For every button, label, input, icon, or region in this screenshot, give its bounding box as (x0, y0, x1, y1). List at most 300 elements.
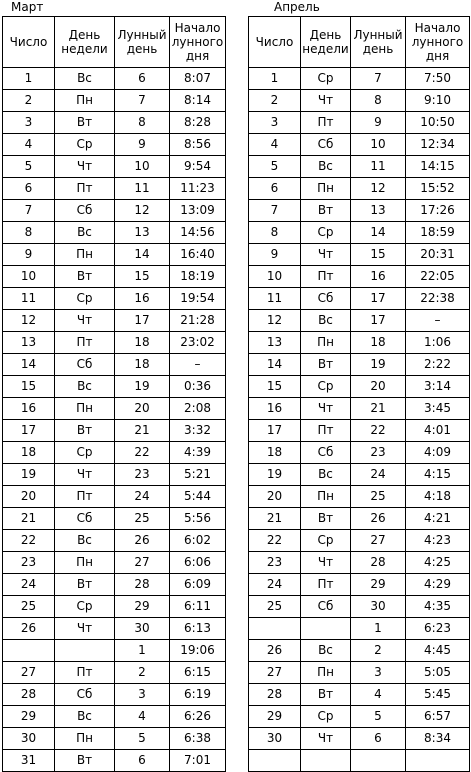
cell-lunar-day: 17 (351, 310, 406, 332)
cell-date: 6 (249, 178, 301, 200)
cell-date: 3 (249, 112, 301, 134)
cell-weekday: Пт (301, 420, 351, 442)
cell-date: 28 (249, 684, 301, 706)
cell-date: 11 (249, 288, 301, 310)
cell-lunar-day: 24 (351, 464, 406, 486)
table-row (249, 112, 470, 134)
cell-date: 19 (249, 464, 301, 486)
cell-date: 2 (3, 90, 55, 112)
cell-lunar-day: 20 (115, 398, 170, 420)
cell-date: 24 (249, 574, 301, 596)
cell-lunar-day: 12 (115, 200, 170, 222)
cell-lunar-day: 21 (115, 420, 170, 442)
cell-date: 17 (3, 420, 55, 442)
cell-date: 9 (249, 244, 301, 266)
cell-lunar-day-start: 2:22 (406, 354, 470, 376)
cell-lunar-day: 11 (351, 156, 406, 178)
table-row (249, 178, 470, 200)
table-row (3, 156, 226, 178)
cell-date: 21 (3, 508, 55, 530)
cell-lunar-day-start: 8:07 (170, 68, 226, 90)
cell-lunar-day-start: – (170, 354, 226, 376)
cell-weekday (55, 640, 115, 662)
cell-weekday: Ср (301, 222, 351, 244)
cell-weekday: Вс (55, 706, 115, 728)
cell-date: 8 (249, 222, 301, 244)
table-row (3, 530, 226, 552)
cell-lunar-day: 9 (115, 134, 170, 156)
table-row (3, 244, 226, 266)
table-row (249, 200, 470, 222)
table-row (3, 266, 226, 288)
cell-lunar-day-start: 7:01 (170, 750, 226, 772)
cell-lunar-day-start: 10:50 (406, 112, 470, 134)
cell-lunar-day-start: 21:28 (170, 310, 226, 332)
table-row (3, 90, 226, 112)
table-row (249, 266, 470, 288)
cell-weekday (301, 618, 351, 640)
cell-date: 29 (249, 706, 301, 728)
cell-date: 27 (3, 662, 55, 684)
cell-lunar-day: 6 (115, 750, 170, 772)
cell-date: 9 (3, 244, 55, 266)
cell-lunar-day-start: 4:25 (406, 552, 470, 574)
cell-lunar-day-start: 8:14 (170, 90, 226, 112)
cell-lunar-day-start: 4:15 (406, 464, 470, 486)
cell-lunar-day: 28 (115, 574, 170, 596)
cell-lunar-day (351, 750, 406, 772)
cell-lunar-day: 22 (351, 420, 406, 442)
cell-weekday: Сб (55, 508, 115, 530)
table-row (3, 200, 226, 222)
cell-date: 21 (249, 508, 301, 530)
cell-weekday: Чт (55, 310, 115, 332)
cell-date: 23 (3, 552, 55, 574)
cell-lunar-day-start: 14:56 (170, 222, 226, 244)
cell-lunar-day-start: 6:13 (170, 618, 226, 640)
table-row (3, 662, 226, 684)
table-row (3, 332, 226, 354)
cell-lunar-day: 26 (351, 508, 406, 530)
cell-date: 4 (249, 134, 301, 156)
cell-date: 10 (3, 266, 55, 288)
cell-lunar-day: 9 (351, 112, 406, 134)
cell-lunar-day: 24 (115, 486, 170, 508)
table-row (3, 376, 226, 398)
cell-lunar-day-start: 6:26 (170, 706, 226, 728)
april-table-body (249, 68, 470, 772)
cell-weekday: Пн (55, 244, 115, 266)
cell-weekday: Пн (301, 662, 351, 684)
cell-lunar-day: 5 (115, 728, 170, 750)
cell-weekday: Чт (301, 728, 351, 750)
march-title: Март (11, 0, 44, 14)
cell-weekday: Ср (301, 530, 351, 552)
table-row (249, 68, 470, 90)
cell-lunar-day: 17 (351, 288, 406, 310)
cell-weekday: Чт (301, 90, 351, 112)
cell-lunar-day-start: 13:09 (170, 200, 226, 222)
cell-date: 29 (3, 706, 55, 728)
table-row (249, 706, 470, 728)
cell-lunar-day-start: 0:36 (170, 376, 226, 398)
cell-lunar-day-start: 22:38 (406, 288, 470, 310)
cell-weekday: Сб (55, 200, 115, 222)
cell-lunar-day: 5 (351, 706, 406, 728)
cell-lunar-day-start: 22:05 (406, 266, 470, 288)
cell-lunar-day: 25 (115, 508, 170, 530)
cell-weekday: Вт (301, 354, 351, 376)
cell-date: 6 (3, 178, 55, 200)
cell-weekday: Вс (55, 68, 115, 90)
cell-lunar-day: 29 (115, 596, 170, 618)
cell-weekday: Вс (301, 464, 351, 486)
cell-lunar-day: 3 (115, 684, 170, 706)
cell-weekday: Пт (301, 574, 351, 596)
cell-lunar-day-start (406, 750, 470, 772)
cell-weekday: Вт (55, 574, 115, 596)
cell-date (3, 640, 55, 662)
table-row (3, 486, 226, 508)
cell-date: 18 (3, 442, 55, 464)
table-row (3, 640, 226, 662)
cell-lunar-day-start: 7:50 (406, 68, 470, 90)
cell-lunar-day: 25 (351, 486, 406, 508)
cell-lunar-day: 10 (115, 156, 170, 178)
cell-date: 7 (249, 200, 301, 222)
table-row (3, 706, 226, 728)
cell-weekday: Вт (301, 508, 351, 530)
cell-weekday: Сб (301, 442, 351, 464)
cell-date: 3 (3, 112, 55, 134)
cell-lunar-day: 18 (115, 354, 170, 376)
cell-lunar-day: 21 (351, 398, 406, 420)
cell-weekday: Вс (301, 156, 351, 178)
cell-lunar-day: 29 (351, 574, 406, 596)
cell-lunar-day: 23 (115, 464, 170, 486)
table-row (3, 222, 226, 244)
cell-weekday: Вт (55, 266, 115, 288)
cell-weekday: Ср (55, 596, 115, 618)
header-weekday: День недели (301, 17, 351, 68)
table-row (249, 508, 470, 530)
cell-date (249, 750, 301, 772)
cell-date: 4 (3, 134, 55, 156)
cell-lunar-day-start: – (406, 310, 470, 332)
cell-lunar-day: 15 (115, 266, 170, 288)
cell-weekday: Вс (55, 376, 115, 398)
cell-lunar-day: 16 (351, 266, 406, 288)
table-row (249, 728, 470, 750)
table-row (3, 618, 226, 640)
table-row (249, 662, 470, 684)
cell-lunar-day-start: 6:19 (170, 684, 226, 706)
cell-weekday: Чт (301, 244, 351, 266)
table-row (3, 288, 226, 310)
table-row (3, 464, 226, 486)
cell-date: 31 (3, 750, 55, 772)
cell-weekday: Чт (55, 156, 115, 178)
cell-lunar-day: 7 (351, 68, 406, 90)
cell-weekday: Вс (55, 222, 115, 244)
cell-lunar-day: 8 (351, 90, 406, 112)
header-date: Число (3, 17, 55, 68)
table-row (3, 508, 226, 530)
cell-date: 27 (249, 662, 301, 684)
cell-lunar-day: 19 (351, 354, 406, 376)
table-row (249, 244, 470, 266)
cell-lunar-day-start: 6:09 (170, 574, 226, 596)
cell-weekday: Ср (301, 68, 351, 90)
cell-date: 13 (3, 332, 55, 354)
cell-weekday: Ср (301, 376, 351, 398)
cell-lunar-day-start: 8:56 (170, 134, 226, 156)
header-lunar-day-start: Начало лунного дня (170, 17, 226, 68)
cell-lunar-day-start: 3:14 (406, 376, 470, 398)
cell-lunar-day-start: 6:38 (170, 728, 226, 750)
table-row (3, 684, 226, 706)
cell-weekday: Пн (55, 728, 115, 750)
cell-weekday: Вт (55, 420, 115, 442)
cell-date: 26 (3, 618, 55, 640)
table-row (249, 442, 470, 464)
table-row (249, 750, 470, 772)
cell-date: 25 (249, 596, 301, 618)
table-row (3, 178, 226, 200)
header-lunar-day: Лунный день (351, 17, 406, 68)
cell-date: 1 (3, 68, 55, 90)
cell-weekday: Ср (55, 442, 115, 464)
cell-lunar-day: 2 (115, 662, 170, 684)
table-row (249, 376, 470, 398)
cell-date: 25 (3, 596, 55, 618)
header-lunar-day-start: Начало лунного дня (406, 17, 470, 68)
cell-lunar-day: 17 (115, 310, 170, 332)
cell-lunar-day-start: 19:06 (170, 640, 226, 662)
cell-date: 5 (249, 156, 301, 178)
cell-weekday: Ср (55, 134, 115, 156)
table-row (249, 640, 470, 662)
cell-lunar-day-start: 23:02 (170, 332, 226, 354)
cell-lunar-day-start: 4:23 (406, 530, 470, 552)
cell-lunar-day: 4 (351, 684, 406, 706)
cell-date: 11 (3, 288, 55, 310)
cell-lunar-day: 6 (351, 728, 406, 750)
cell-lunar-day-start: 5:05 (406, 662, 470, 684)
table-row (249, 310, 470, 332)
cell-lunar-day: 13 (115, 222, 170, 244)
cell-weekday: Вт (55, 750, 115, 772)
cell-lunar-day-start: 4:09 (406, 442, 470, 464)
cell-lunar-day-start: 4:35 (406, 596, 470, 618)
cell-lunar-day-start: 9:10 (406, 90, 470, 112)
cell-lunar-day-start: 5:56 (170, 508, 226, 530)
cell-lunar-day-start: 4:18 (406, 486, 470, 508)
table-row (249, 354, 470, 376)
cell-lunar-day-start: 4:45 (406, 640, 470, 662)
cell-date: 24 (3, 574, 55, 596)
cell-date: 30 (3, 728, 55, 750)
cell-weekday: Вт (301, 684, 351, 706)
table-row (249, 618, 470, 640)
cell-weekday: Вт (301, 200, 351, 222)
cell-lunar-day-start: 6:06 (170, 552, 226, 574)
cell-lunar-day: 8 (115, 112, 170, 134)
cell-lunar-day-start: 6:23 (406, 618, 470, 640)
cell-lunar-day: 3 (351, 662, 406, 684)
cell-weekday: Пн (301, 332, 351, 354)
table-row (3, 134, 226, 156)
cell-lunar-day-start: 2:08 (170, 398, 226, 420)
table-row (249, 222, 470, 244)
table-row (249, 574, 470, 596)
cell-date: 10 (249, 266, 301, 288)
cell-lunar-day: 1 (115, 640, 170, 662)
cell-lunar-day: 14 (351, 222, 406, 244)
cell-date: 7 (3, 200, 55, 222)
cell-lunar-day: 12 (351, 178, 406, 200)
cell-lunar-day: 4 (115, 706, 170, 728)
cell-lunar-day: 2 (351, 640, 406, 662)
cell-lunar-day-start: 5:44 (170, 486, 226, 508)
cell-lunar-day: 26 (115, 530, 170, 552)
table-row (3, 68, 226, 90)
cell-lunar-day: 7 (115, 90, 170, 112)
cell-lunar-day: 30 (115, 618, 170, 640)
cell-lunar-day: 27 (115, 552, 170, 574)
table-row (3, 552, 226, 574)
cell-weekday: Чт (301, 552, 351, 574)
april-table-header (249, 17, 470, 68)
cell-lunar-day: 10 (351, 134, 406, 156)
cell-date: 1 (249, 68, 301, 90)
cell-date: 30 (249, 728, 301, 750)
cell-date: 28 (3, 684, 55, 706)
cell-lunar-day-start: 6:02 (170, 530, 226, 552)
table-row (3, 750, 226, 772)
cell-date: 15 (249, 376, 301, 398)
table-row (3, 112, 226, 134)
cell-weekday: Вс (301, 310, 351, 332)
cell-weekday: Пт (55, 486, 115, 508)
cell-weekday: Пн (55, 398, 115, 420)
cell-lunar-day: 13 (351, 200, 406, 222)
cell-date: 14 (249, 354, 301, 376)
table-row (249, 90, 470, 112)
cell-lunar-day: 18 (115, 332, 170, 354)
cell-weekday: Пт (301, 266, 351, 288)
cell-lunar-day-start: 18:19 (170, 266, 226, 288)
cell-weekday: Сб (301, 596, 351, 618)
cell-lunar-day-start: 5:21 (170, 464, 226, 486)
table-row (249, 552, 470, 574)
cell-lunar-day-start: 6:11 (170, 596, 226, 618)
cell-lunar-day: 16 (115, 288, 170, 310)
cell-lunar-day-start: 1:06 (406, 332, 470, 354)
table-row (3, 596, 226, 618)
table-row (3, 728, 226, 750)
cell-lunar-day: 18 (351, 332, 406, 354)
table-row (249, 398, 470, 420)
cell-weekday: Чт (55, 464, 115, 486)
april-title: Апрель (274, 0, 320, 14)
cell-date: 23 (249, 552, 301, 574)
cell-weekday: Ср (55, 288, 115, 310)
table-row (3, 354, 226, 376)
cell-weekday: Сб (55, 684, 115, 706)
table-row (249, 332, 470, 354)
cell-date: 20 (249, 486, 301, 508)
cell-lunar-day-start: 20:31 (406, 244, 470, 266)
cell-lunar-day: 19 (115, 376, 170, 398)
cell-lunar-day-start: 4:01 (406, 420, 470, 442)
march-table-header (3, 17, 226, 68)
april-table (248, 16, 470, 772)
cell-weekday: Пт (55, 178, 115, 200)
cell-lunar-day-start: 4:29 (406, 574, 470, 596)
cell-lunar-day: 20 (351, 376, 406, 398)
cell-lunar-day-start: 5:45 (406, 684, 470, 706)
table-row (3, 398, 226, 420)
cell-lunar-day-start: 3:45 (406, 398, 470, 420)
table-row (3, 574, 226, 596)
cell-lunar-day: 6 (115, 68, 170, 90)
cell-date: 16 (3, 398, 55, 420)
cell-weekday: Вс (55, 530, 115, 552)
table-row (249, 486, 470, 508)
cell-weekday: Чт (55, 618, 115, 640)
cell-lunar-day: 15 (351, 244, 406, 266)
cell-weekday (301, 750, 351, 772)
header-weekday: День недели (55, 17, 115, 68)
table-row (249, 530, 470, 552)
cell-lunar-day-start: 16:40 (170, 244, 226, 266)
cell-weekday: Пн (55, 90, 115, 112)
cell-lunar-day: 22 (115, 442, 170, 464)
cell-lunar-day-start: 6:57 (406, 706, 470, 728)
cell-weekday: Чт (301, 398, 351, 420)
table-row (3, 420, 226, 442)
cell-weekday: Сб (301, 288, 351, 310)
cell-weekday: Пн (55, 552, 115, 574)
table-row (249, 420, 470, 442)
cell-weekday: Ср (301, 706, 351, 728)
cell-lunar-day-start: 15:52 (406, 178, 470, 200)
cell-date: 20 (3, 486, 55, 508)
cell-date: 2 (249, 90, 301, 112)
march-table-body (3, 68, 226, 772)
cell-date: 13 (249, 332, 301, 354)
cell-lunar-day-start: 12:34 (406, 134, 470, 156)
cell-weekday: Вс (301, 640, 351, 662)
cell-date: 12 (3, 310, 55, 332)
cell-lunar-day: 1 (351, 618, 406, 640)
table-row (249, 288, 470, 310)
cell-weekday: Пт (301, 112, 351, 134)
cell-lunar-day: 11 (115, 178, 170, 200)
cell-lunar-day-start: 8:34 (406, 728, 470, 750)
table-row (249, 684, 470, 706)
cell-date: 17 (249, 420, 301, 442)
cell-date: 8 (3, 222, 55, 244)
cell-weekday: Вт (55, 112, 115, 134)
cell-lunar-day: 30 (351, 596, 406, 618)
table-row (249, 464, 470, 486)
cell-weekday: Пн (301, 178, 351, 200)
cell-lunar-day-start: 8:28 (170, 112, 226, 134)
cell-lunar-day-start: 4:39 (170, 442, 226, 464)
cell-date: 15 (3, 376, 55, 398)
